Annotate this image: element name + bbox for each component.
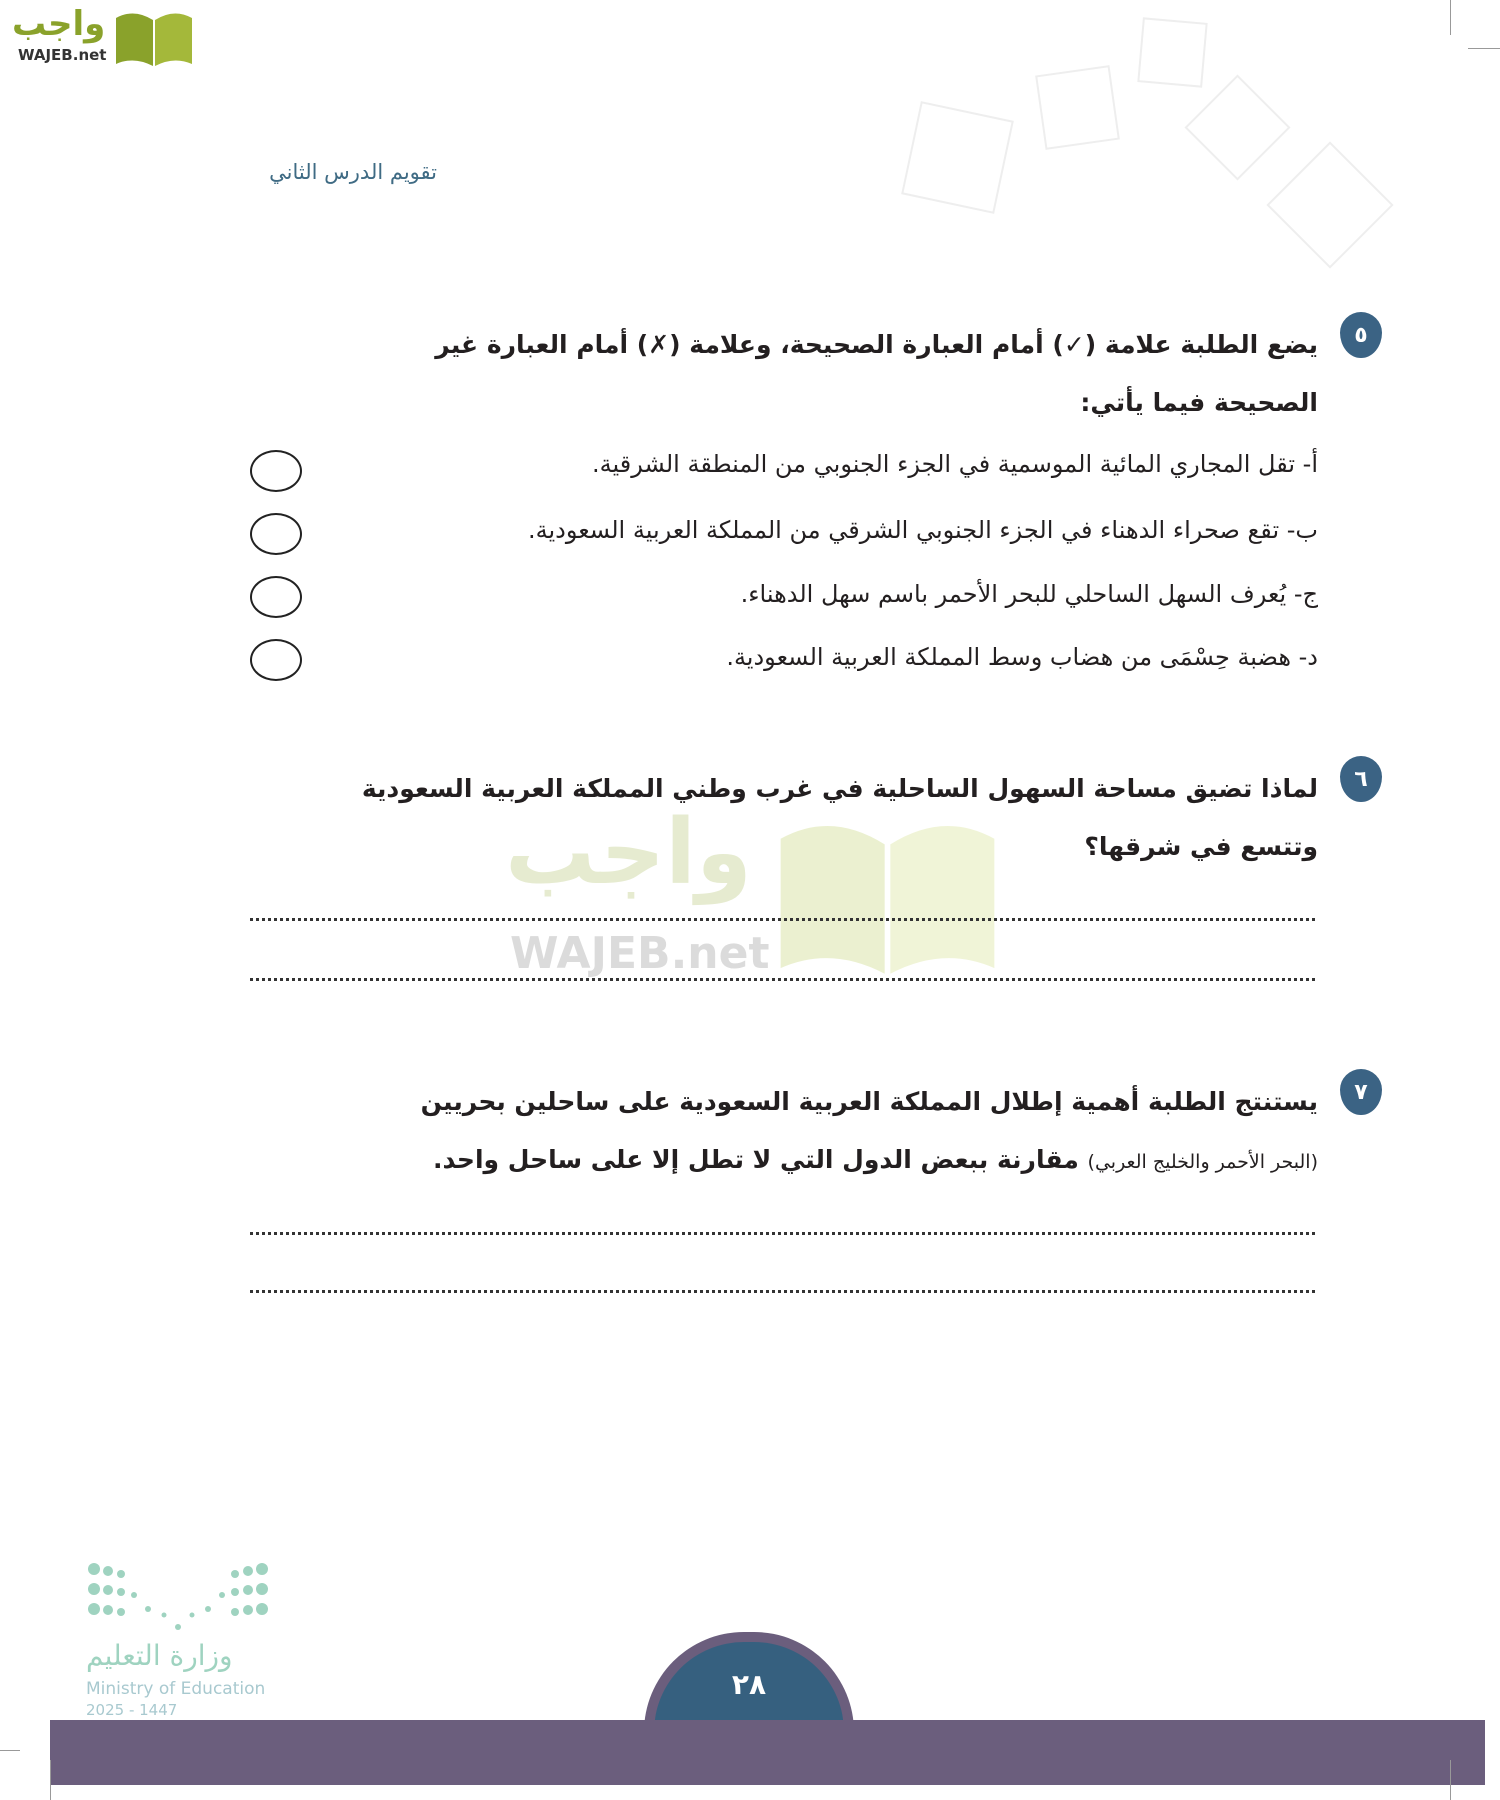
answer-line[interactable] bbox=[250, 1232, 1315, 1235]
book-icon bbox=[114, 8, 194, 68]
answer-line[interactable] bbox=[250, 978, 1315, 981]
question-text: يستنتج الطلبة أهمية إطلال المملكة العربية السعودية على ساحلين بحريين (البحر الأحمر والخليج العربي) مقارنة ببعض الدول التي لا تطل إلا على ساحل واحد. bbox=[420, 1087, 1318, 1174]
answer-circle-c[interactable] bbox=[250, 576, 302, 618]
ministry-dots-icon bbox=[86, 1561, 271, 1636]
answer-circle-d[interactable] bbox=[250, 639, 302, 681]
wajeb-logo bbox=[8, 4, 193, 70]
statement-c: ج- يُعرف السهل الساحلي للبحر الأحمر باسم سهل الدهناء. bbox=[740, 580, 1318, 608]
crop-mark bbox=[1450, 1760, 1451, 1800]
decor-square bbox=[901, 101, 1014, 214]
wajeb-watermark: واجب WAJEB.net bbox=[505, 810, 1005, 990]
statement-b: ب- تقع صحراء الدهناء في الجزء الجنوبي الشرقي من المملكة العربية السعودية. bbox=[527, 516, 1318, 544]
answer-line[interactable] bbox=[250, 1290, 1315, 1293]
lesson-review-title: تقويم الدرس الثاني bbox=[269, 160, 437, 184]
answer-line[interactable] bbox=[250, 918, 1315, 921]
crop-mark bbox=[50, 1760, 51, 1800]
footer-bar bbox=[50, 1720, 1485, 1785]
question-number-badge: ٧ bbox=[1340, 1069, 1382, 1115]
decor-square bbox=[1266, 141, 1393, 268]
crop-mark bbox=[1468, 48, 1500, 49]
ministry-of-education-logo: وزارة التعليم Ministry of Education 2025 - 1447 bbox=[86, 1561, 271, 1721]
answer-circle-b[interactable] bbox=[250, 513, 302, 555]
question-6 bbox=[248, 760, 1368, 876]
decor-square bbox=[1184, 74, 1290, 180]
question-5 bbox=[248, 316, 1368, 432]
question-number-badge: ٦ bbox=[1340, 756, 1382, 802]
page-number: ٢٨ bbox=[731, 1668, 767, 1701]
logo-arabic: واجب bbox=[12, 4, 106, 44]
decor-square bbox=[1137, 17, 1207, 87]
crop-mark bbox=[0, 1750, 20, 1751]
statement-a: أ- تقل المجاري المائية الموسمية في الجزء الجنوبي من المنطقة الشرقية. bbox=[592, 450, 1318, 478]
question-7 bbox=[248, 1073, 1368, 1191]
question-text: لماذا تضيق مساحة السهول الساحلية في غرب وطني المملكة العربية السعودية وتتسع في شرقها؟ bbox=[361, 774, 1318, 861]
question-text: يضع الطلبة علامة (✓) أمام العبارة الصحيحة، وعلامة (✗) أمام العبارة غير الصحيحة فيما يأتي: bbox=[435, 330, 1318, 417]
question-number-badge: ٥ bbox=[1340, 312, 1382, 358]
statement-d: د- هضبة حِسْمَى من هضاب وسط المملكة العربية السعودية. bbox=[726, 643, 1318, 671]
decor-square bbox=[1035, 65, 1120, 150]
crop-mark bbox=[1450, 0, 1451, 35]
answer-circle-a[interactable] bbox=[250, 450, 302, 492]
logo-english: WAJEB.net bbox=[18, 46, 107, 64]
